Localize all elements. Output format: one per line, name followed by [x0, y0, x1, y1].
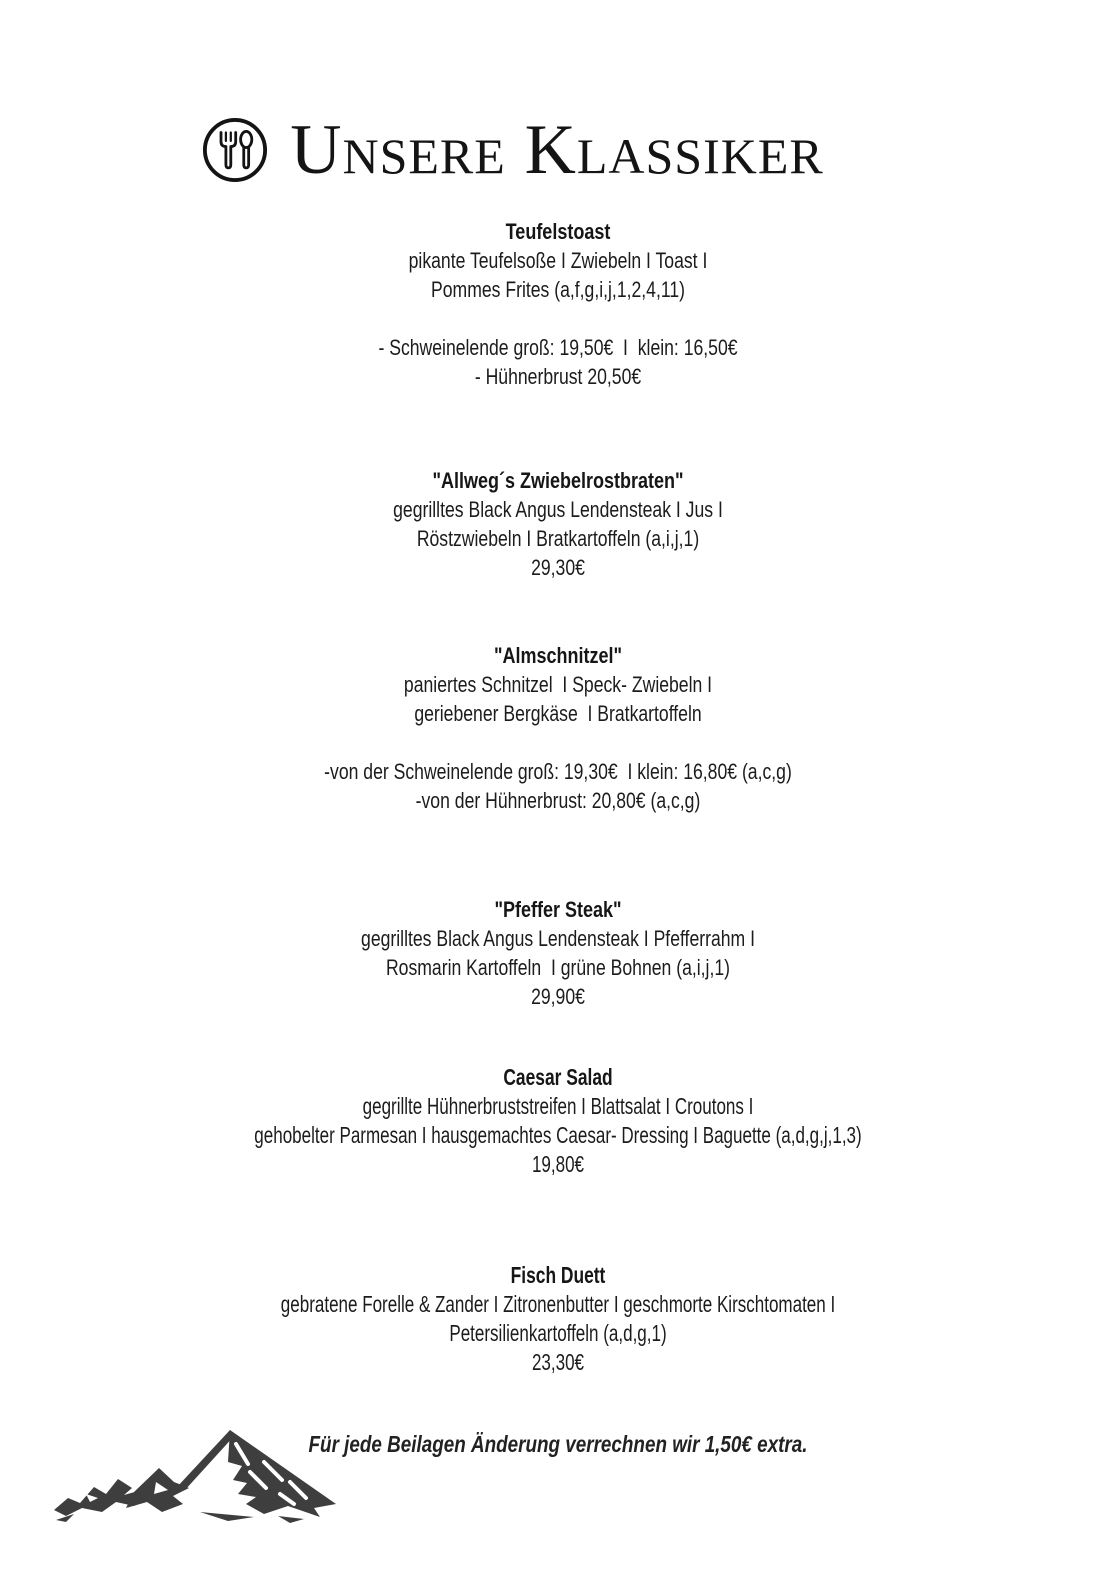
dish-price-line: - Schweinelende groß: 19,50€ I klein: 16,50€ — [378, 335, 738, 360]
blank-line — [0, 304, 1116, 333]
dish-description-line: Rosmarin Kartoffeln I grüne Bohnen (a,i,j,1) — [385, 955, 731, 980]
dish-price-line: 29,90€ — [531, 984, 585, 1009]
dish-description-line: Petersilienkartoffeln (a,d,g,1) — [449, 1320, 667, 1346]
dish-description-line: paniertes Schnitzel I Speck- Zwiebeln I — [403, 672, 713, 697]
dish-price-line: -von der Schweinelende groß: 19,30€ I klein: 16,80€ (a,c,g) — [324, 759, 792, 784]
dish-description-line: Pommes Frites (a,f,g,i,j,1,2,4,11) — [431, 277, 685, 302]
menu-item-fisch-duett — [0, 1261, 1116, 1377]
mountains-icon — [52, 1424, 344, 1524]
dish-name: "Almschnitzel" — [493, 643, 623, 668]
footer-note: Für jede Beilagen Änderung verrechnen wir 1,50€ extra. — [308, 1431, 808, 1457]
dish-description-line: gegrilltes Black Angus Lendensteak I Pfefferrahm I — [361, 926, 755, 951]
menu-item-pfeffer-steak — [0, 895, 1116, 1011]
dish-name: Caesar Salad — [503, 1064, 613, 1090]
header — [0, 111, 1070, 189]
menu-item-caesar-salad — [0, 1063, 1116, 1179]
dish-description-line: gegrillte Hühnerbruststreifen I Blattsalat I Croutons I — [362, 1093, 754, 1119]
dish-price-line: 29,30€ — [531, 555, 585, 580]
menu-item-almschnitzel — [0, 641, 1116, 815]
dish-price-line: 23,30€ — [531, 1349, 585, 1375]
blank-line — [0, 728, 1116, 757]
dish-description-line: gehobelter Parmesan I hausgemachtes Caesar- Dressing I Baguette (a,d,g,j,1,3) — [254, 1122, 862, 1148]
dish-description-line: Röstzwiebeln I Bratkartoffeln (a,i,j,1) — [416, 526, 700, 551]
page-title: Unsere Klassiker — [290, 111, 824, 189]
dish-price-line: - Hühnerbrust 20,50€ — [474, 364, 642, 389]
dish-price-line: -von der Hühnerbrust: 20,80€ (a,c,g) — [415, 788, 701, 813]
dish-description-line: gegrilltes Black Angus Lendensteak I Jus I — [393, 497, 723, 522]
menu-item-zwiebelrostbraten — [0, 466, 1116, 582]
dish-name: Teufelstoast — [505, 219, 611, 244]
dish-description-line: pikante Teufelsoße I Zwiebeln I Toast I — [408, 248, 708, 273]
dish-name: Fisch Duett — [510, 1262, 606, 1288]
dish-price-line: 19,80€ — [531, 1151, 585, 1177]
dish-name: "Allweg´s Zwiebelrostbraten" — [432, 468, 684, 493]
menu-item-teufelstoast — [0, 217, 1116, 391]
dish-name: "Pfeffer Steak" — [494, 897, 622, 922]
dish-description-line: geriebener Bergkäse I Bratkartoffeln — [414, 701, 702, 726]
dish-description-line: gebratene Forelle & Zander I Zitronenbutter I geschmorte Kirschtomaten I — [280, 1291, 836, 1317]
fork-and-spoon-icon — [200, 115, 270, 185]
